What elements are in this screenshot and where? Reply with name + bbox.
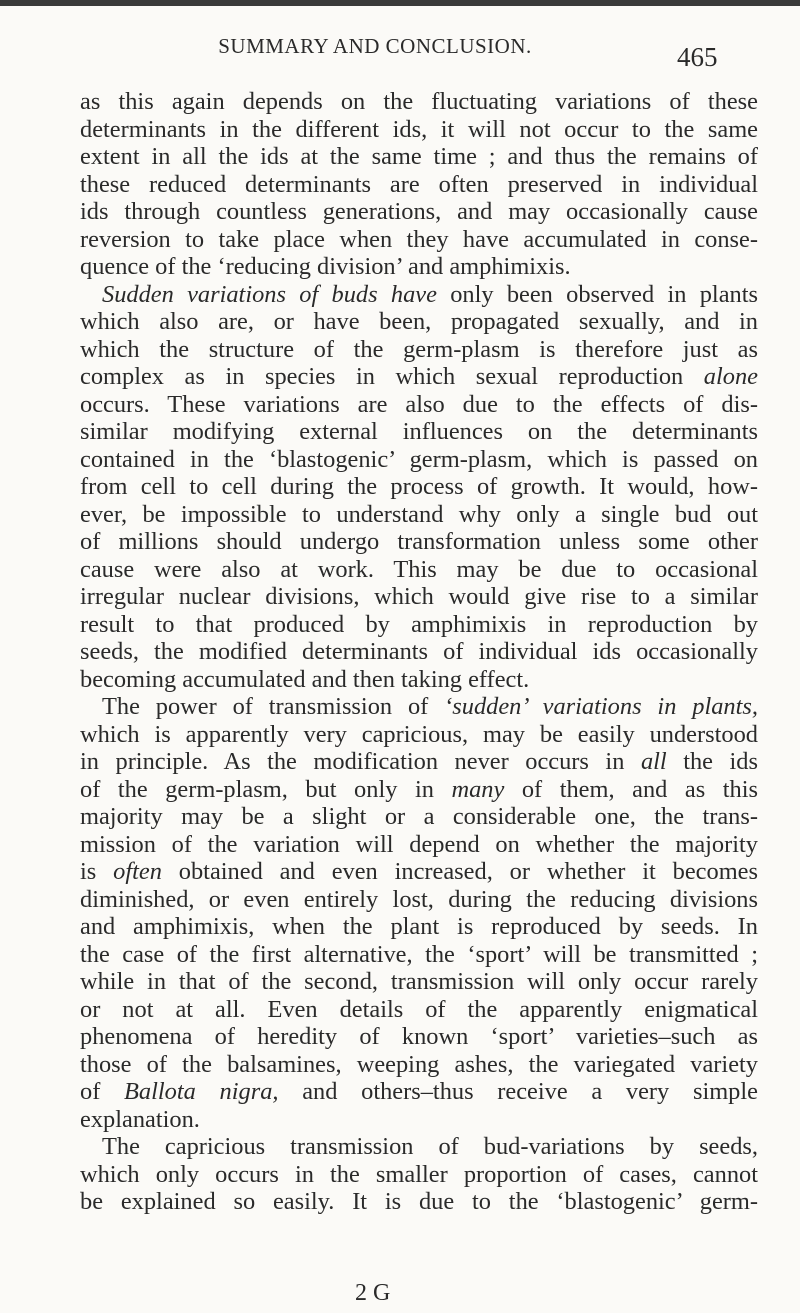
text-line: The capricious transmission of bud-variations by seeds,	[102, 1133, 758, 1160]
italic-phrase: ‘sudden’ variations in plants,	[444, 693, 758, 720]
text-line: contained in the ‘blastogenic’ germ-plasm, which is passed on	[80, 445, 758, 473]
text-line: result to that produced by amphimixis in reproduction by	[80, 610, 758, 638]
text-line: reversion to take place when they have accumulated in conse-	[80, 225, 758, 253]
text-line: occurs. These variations are also due to the effects of dis-	[80, 390, 758, 418]
text-line: these reduced determinants are often preserved in individual	[80, 170, 758, 198]
italic-phrase: often	[113, 858, 162, 885]
text-line: which the structure of the germ-plasm is therefore just as	[80, 335, 758, 363]
text-line: from cell to cell during the process of growth. It would, how-	[80, 473, 758, 500]
text-line: The power of transmission of ‘sudden’ variations in plants,	[102, 693, 758, 720]
text-line: diminished, or even entirely lost, during the reducing divisions	[80, 885, 758, 913]
text-line: as this again depends on the fluctuating variations of these	[80, 88, 758, 115]
text-line: becoming accumulated and then taking effect.	[80, 665, 530, 693]
text-line: ids through countless generations, and may occasionally cause	[80, 198, 758, 225]
text-line: determinants in the different ids, it will not occur to the same	[80, 115, 758, 143]
text-line: which only occurs in the smaller proportion of cases, cannot	[80, 1160, 758, 1188]
text-line: majority may be a slight or a considerable one, the trans-	[80, 803, 758, 830]
text-line: while in that of the second, transmission will only occur rarely	[80, 968, 758, 995]
text-line: irregular nuclear divisions, which would give rise to a similar	[80, 583, 758, 610]
italic-phrase: alone	[703, 363, 758, 390]
text-line: or not at all. Even details of the apparently enigmatical	[80, 995, 758, 1023]
text-line: mission of the variation will depend on whether the majority	[80, 830, 758, 858]
text-line: complex as in species in which sexual reproduction alone	[80, 363, 758, 390]
text-line: in principle. As the modification never occurs in all the ids	[80, 748, 758, 775]
text-line: quence of the ‘reducing division’ and amphimixis.	[80, 253, 571, 280]
text-line: of millions should undergo transformation unless some other	[80, 528, 758, 555]
text-line: extent in all the ids at the same time ; and thus the remains of	[80, 143, 758, 170]
text-line: explanation.	[80, 1105, 200, 1133]
text-line: be explained so easily. It is due to the ‘blastogenic’ germ-	[80, 1188, 758, 1215]
text-line: which also are, or have been, propagated sexually, and in	[80, 308, 758, 335]
running-head	[0, 30, 800, 70]
text-line: of Ballota nigra, and others–thus receive a very simple	[80, 1078, 758, 1105]
text-line: ever, be impossible to understand why only a single bud out	[80, 500, 758, 528]
text-line: of the germ-plasm, but only in many of them, and as this	[80, 775, 758, 803]
text-line: cause were also at work. This may be due to occasional	[80, 555, 758, 583]
text-line: those of the balsamines, weeping ashes, the variegated variety	[80, 1050, 758, 1078]
italic-phrase: Sudden variations of buds have	[102, 280, 437, 308]
text-line: and amphimixis, when the plant is reproduced by seeds. In	[80, 913, 758, 940]
signature-mark: 2 G	[355, 1280, 391, 1306]
text-line: which is apparently very capricious, may be easily understood	[80, 720, 758, 748]
italic-phrase: all	[640, 748, 667, 775]
text-line: similar modifying external influences on the determinants	[80, 418, 758, 445]
running-title: SUMMARY AND CONCLUSION.	[218, 34, 532, 58]
italic-phrase: many	[451, 775, 505, 803]
italic-phrase: Ballota nigra,	[124, 1078, 279, 1105]
text-line: seeds, the modified determinants of individual ids occasionally	[80, 638, 758, 665]
page-number: 465	[677, 42, 718, 72]
text-line: the case of the first alternative, the ‘sport’ will be transmitted ;	[80, 940, 758, 968]
body-text	[80, 88, 758, 1216]
text-line: Sudden variations of buds have only been observed in plants	[102, 280, 758, 308]
top-rule	[0, 0, 800, 6]
text-line: phenomena of heredity of known ‘sport’ varieties–such as	[80, 1023, 758, 1050]
text-line: is often obtained and even increased, or whether it becomes	[80, 858, 758, 885]
